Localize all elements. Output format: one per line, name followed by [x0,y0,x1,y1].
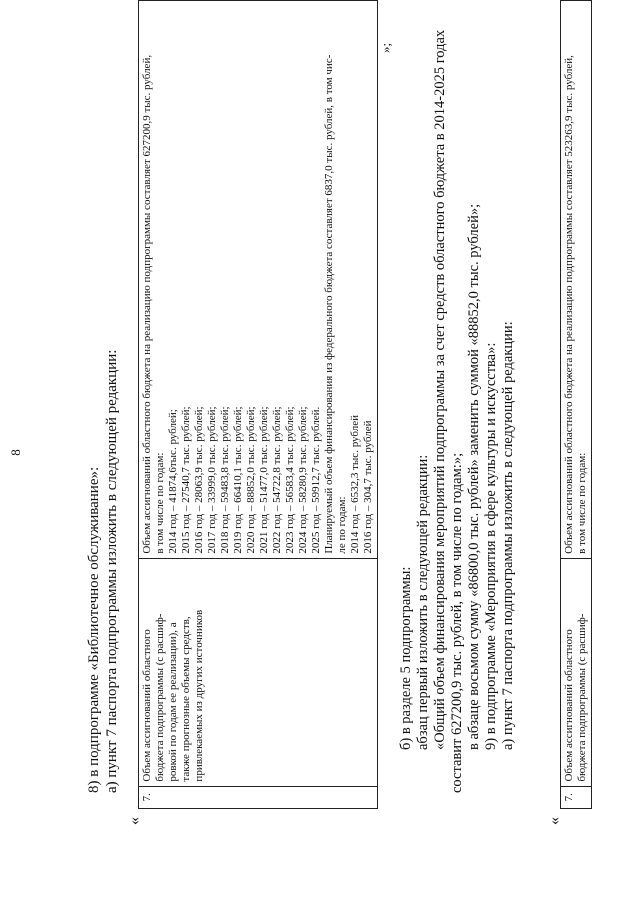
label-line: Объем ассигнований областного [563,629,575,782]
content-line: 2023 год – 56583,4 тыс. рублей; [284,406,296,554]
table2-open-quote: « [546,817,563,825]
content-line: Объем ассигнований областного бюджета на реализацию подпрограммы составляет 523263,9 тыс. рублей, [563,55,575,554]
page-number: 8 [8,449,23,456]
content-line: 2014 год – 41874,6тыс. рублей; [167,409,179,554]
content-line: 2024 год – 58280,9 тыс. рублей; [297,406,309,554]
content-line: 2014 год – 6532,3 тыс. рублей [349,415,361,554]
passport-item-heading: а) пункт 7 паспорта подпрограммы изложить в следующей редакции: [104,349,120,793]
content-line: в том числе по годам: [154,452,166,554]
content-line: 2016 год – 28063,9 тыс. рублей; [193,406,205,554]
content-line: Объем ассигнований областного бюджета на реализацию подпрограммы составляет 627200,9 тыс. рублей, [141,54,153,554]
label-line: Объем ассигнований областного [141,629,153,782]
section-b-line: б) в разделе 5 подпрограммы: [398,566,414,750]
section-b-line: в абзаце восьмом сумму «86800,0 тыс. рублей» заменить суммой «88852,0 тыс. рублей»; [466,203,482,750]
label-line: бюджета подпрограммы (с расшиф- [576,613,588,782]
label-line: также прогнозные объемы средств, [180,616,192,782]
row-number: 7. [139,786,378,808]
section-b-line: «Общий объем финансирования мероприятий подпрограммы за счет средств областного бюджета в 2014-2025 годах [432,29,448,750]
section-9-line: 9) в подпрограмме «Мероприятия в сфере культуры и искусства»: [483,342,499,750]
row-label [561,558,592,786]
passport-table-culture [560,0,592,809]
row-label [139,558,378,786]
label-line: ровкой по годам ее реализации), а [167,622,179,782]
content-line: 2017 год – 33999,0 тыс. рублей; [206,406,218,554]
section-b-line: абзац первый изложить в следующей редакции: [415,454,431,750]
passport-table-library [138,0,378,809]
row-number: 7. [561,786,592,808]
row-content [139,1,378,559]
table1-open-quote: « [126,817,143,825]
table-row [139,1,378,809]
content-line: ле по годам: [336,496,348,554]
content-line: 2016 год – 304,7 тыс. рублей [362,420,374,554]
content-line: Планируемый объем финансирования из федерального бюджета составляет 6837,0 тыс. рублей, в том чис- [323,54,335,554]
table1-close-quote: »; [378,42,393,53]
section-9-line: а) пункт 7 паспорта подпрограммы изложить в следующей редакции: [500,321,516,750]
subprogram-heading: 8) в подпрограмме «Библиотечное обслуживание»: [86,466,102,793]
label-line: бюджета подпрограммы (с расшиф- [154,613,166,782]
content-line: 2015 год – 27540,7 тыс. рублей; [180,406,192,554]
content-line: 2019 год – 66410,1 тыс. рублей; [232,406,244,554]
row-content [561,1,592,559]
content-line: 2018 год – 59483,8 тыс. рублей; [219,406,231,554]
content-line: 2025 год – 59912,7 тыс. рублей. [310,406,322,554]
content-line: 2021 год – 51477,0 тыс. рублей; [258,406,270,554]
content-line: 2022 год – 54722,8 тыс. рублей; [271,406,283,554]
label-line: привлекаемых из других источников [193,609,205,782]
content-line: 2020 год – 88852,0 тыс. рублей; [245,406,257,554]
table-row [561,1,592,809]
section-b-line: составит 627200,9 тыс. рублей, в том числе по годам:»; [449,452,465,793]
content-line: в том числе по годам: [576,452,588,554]
